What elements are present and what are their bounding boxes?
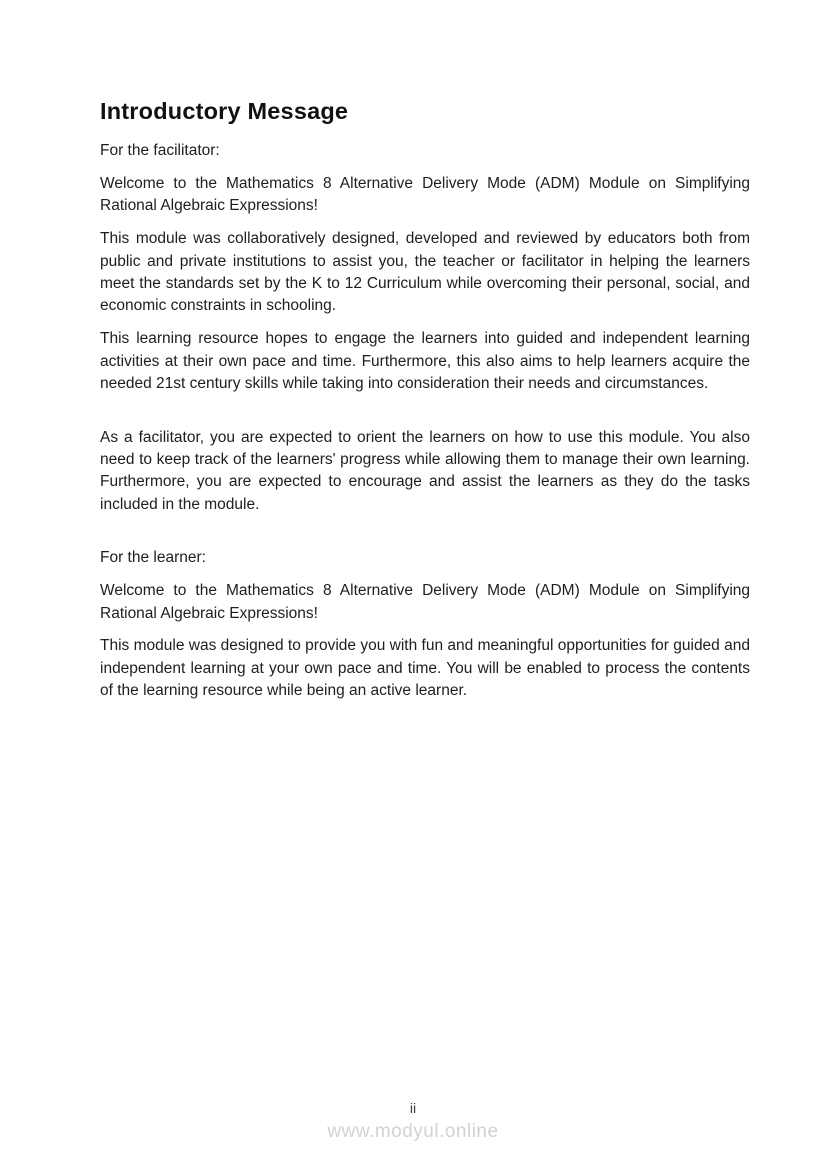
page-title: Introductory Message — [100, 98, 349, 124]
watermark-text: www.modyul.online — [327, 1121, 499, 1142]
paragraph-for-the-learner: For the learner: — [100, 549, 206, 567]
paragraph-module-collaboratively-designed: This module was collaboratively designed, developed and reviewed by educators both from public and private institutions to assist you, the teacher or facilitator in helping the learners meet the standards set by the K to 12 Curriculum while overcoming their personal, social, and economic constraints in schooling. — [100, 230, 750, 315]
paragraph-learning-resource-hopes: This learning resource hopes to engage the learners into guided and independent learning activities at their own pace and time. Furthermore, this also aims to help learners acquire the needed 21st century skills while taking into consideration their needs and circumstances. — [100, 330, 750, 393]
paragraph-module-designed-to-provide: This module was designed to provide you with fun and meaningful opportunities for guided and independent learning at your own pace and time. You will be enabled to process the contents of the learning resource while being an active learner. — [100, 637, 750, 700]
paragraph-for-the-facilitator: For the facilitator: — [100, 142, 220, 159]
paragraph-as-a-facilitator: As a facilitator, you are expected to orient the learners on how to use this module. You also need to keep track of the learners' progress while allowing them to manage their own learning. Furthermore, you are expected to encourage and assist the learners as they do the tasks included in the module. — [100, 428, 750, 513]
page-number: ii — [409, 1100, 417, 1116]
paragraph-welcome-facilitator: Welcome to the Mathematics 8 Alternative Delivery Mode (ADM) Module on Simplifying Rational Algebraic Expressions! — [100, 174, 750, 215]
page-content — [100, 98, 750, 713]
paragraph-welcome-learner: Welcome to the Mathematics 8 Alternative Delivery Mode (ADM) Module on Simplifying Rational Algebraic Expressions! — [100, 582, 750, 622]
